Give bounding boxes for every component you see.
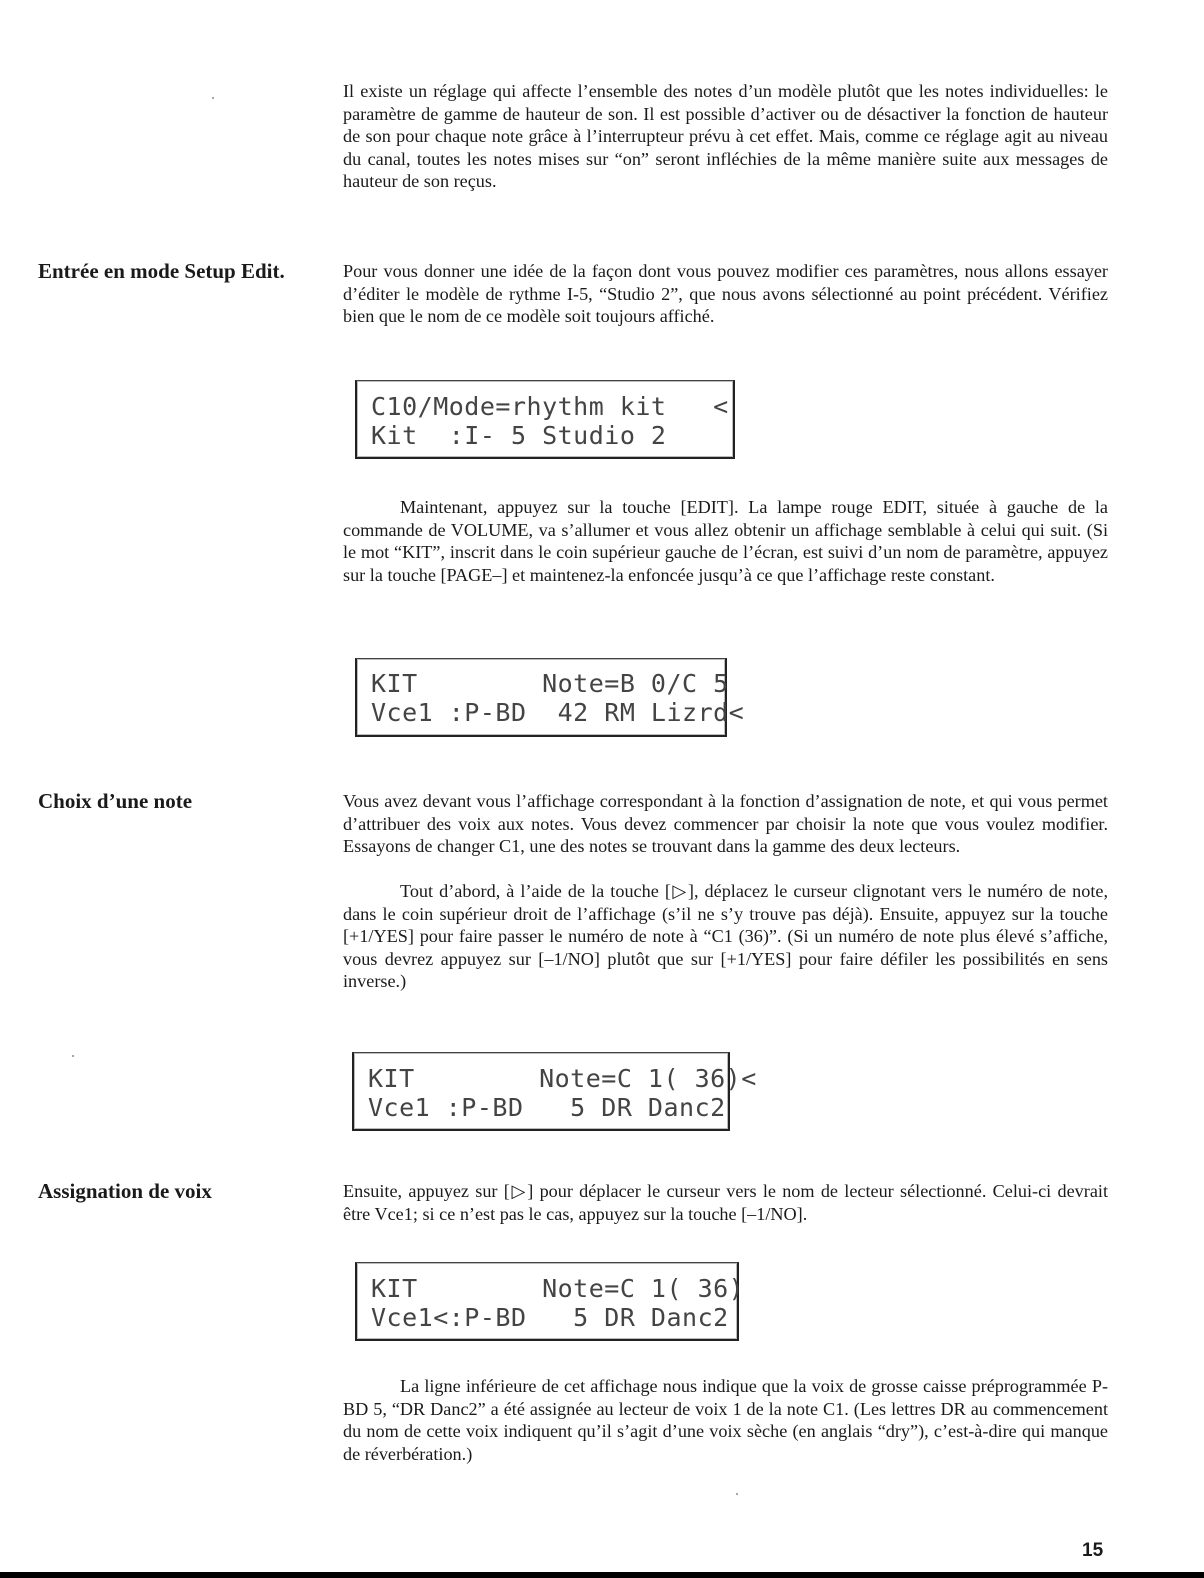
lcd-display-rhythm-kit [355, 380, 735, 459]
lcd-line-2: Kit :I- 5 Studio 2 [371, 421, 667, 450]
lcd-line-2: Vce1<:P-BD 5 DR Danc2 [371, 1303, 729, 1332]
scan-speck [736, 1493, 738, 1495]
edit-instructions-paragraph: Maintenant, appuyez sur la touche [EDIT]. La lampe rouge EDIT, située à gauche de la commande de VOLUME, va s’allumer et vous allez obtenir un affichage semblable à celui qui suit. (Si le mot “KIT”, inscrit dans le coin supérieur gauche de l’écran, est suivi d’un nom de paramètre, appuyez sur la touche [PAGE–] et maintenez-la enfoncée jusqu’à ce que l’affichage reste constant. [343, 497, 1108, 585]
lcd-line-2: Vce1 :P-BD 42 RM Lizrd< [371, 698, 745, 727]
setup-edit-paragraph: Pour vous donner une idée de la façon dont vous pouvez modifier ces paramètres, nous allons essayer d’éditer le modèle de rythme I-5, “Studio 2”, que nous avons sélectionné au point précédent. Vérifiez bien que le nom de ce modèle soit toujours affiché. [343, 261, 1108, 327]
lcd-line-1: KIT Note=C 1( 36) [371, 1274, 745, 1303]
lcd-line-1: C10/Mode=rhythm kit < [371, 392, 729, 421]
bottom-rule [0, 1572, 1204, 1578]
lcd-display-kit-note-c1 [352, 1052, 757, 1131]
lcd-line-1: KIT Note=B 0/C 5 [371, 669, 729, 698]
assignation-paragraph: Ensuite, appuyez sur [▷] pour déplacer le curseur vers le nom de lecteur sélectionné. Celui-ci devrait être Vce1; si ce n’est pas le cas, appuyez sur la touche [–1/NO]. [343, 1181, 1108, 1224]
lcd-line-1: KIT Note=C 1( 36)< [368, 1064, 757, 1093]
lcd-display-voice-cursor [355, 1262, 745, 1341]
scan-speck [212, 97, 214, 99]
heading-setup-edit: Entrée en mode Setup Edit. [38, 259, 285, 283]
heading-choix-note: Choix d’une note [38, 789, 193, 813]
assignation-result-paragraph: La ligne inférieure de cet affichage nous indique que la voix de grosse caisse préprogrammée P-BD 5, “DR Danc2” a été assignée au lecteur de voix 1 de la note C1. (Les lettres DR au commencement du nom de cette voix indiquent qu’il s’agit d’une voix sèche (en anglais “dry”), c’est-à-dire qui manque de réverbération.) [343, 1376, 1108, 1464]
lcd-display-kit-note-b0 [355, 658, 745, 737]
choix-note-steps-paragraph: Tout d’abord, à l’aide de la touche [▷], déplacez le curseur clignotant vers le numéro de note, dans le coin supérieur droit de l’affichage (s’il ne s’y trouve pas déjà). Ensuite, appuyez sur la touche [+1/YES] pour faire passer le numéro de note à “C1 (36)”. (Si un numéro de note plus élevé s’affiche, vous devrez appuyez sur [–1/NO] plutôt que sur [+1/YES] pour faire défiler les possibilités en sens inverse.) [343, 881, 1108, 992]
choix-note-paragraph: Vous avez devant vous l’affichage correspondant à la fonction d’assignation de note, et qui vous permet d’attribuer des voix aux notes. Vous devez commencer par choisir la note que vous voulez modifier. Essayons de changer C1, une des notes se trouvant dans la gamme des deux lecteurs. [343, 791, 1108, 857]
scan-speck [72, 1055, 74, 1057]
intro-paragraph: Il existe un réglage qui affecte l’ensemble des notes d’un modèle plutôt que les notes individuelles: le paramètre de gamme de hauteur de son. Il est possible d’activer ou de désactiver la fonction de hauteur de son pour chaque note grâce à l’interrupteur prévu à cet effet. Mais, comme ce réglage agit au niveau du canal, toutes les notes mises sur “on” seront infléchies de la même manière suite aux messages de hauteur de son reçus. [343, 81, 1108, 192]
page-number: 15 [1082, 1540, 1104, 1561]
heading-assignation-voix: Assignation de voix [38, 1179, 212, 1203]
lcd-line-2: Vce1 :P-BD 5 DR Danc2 [368, 1093, 726, 1122]
